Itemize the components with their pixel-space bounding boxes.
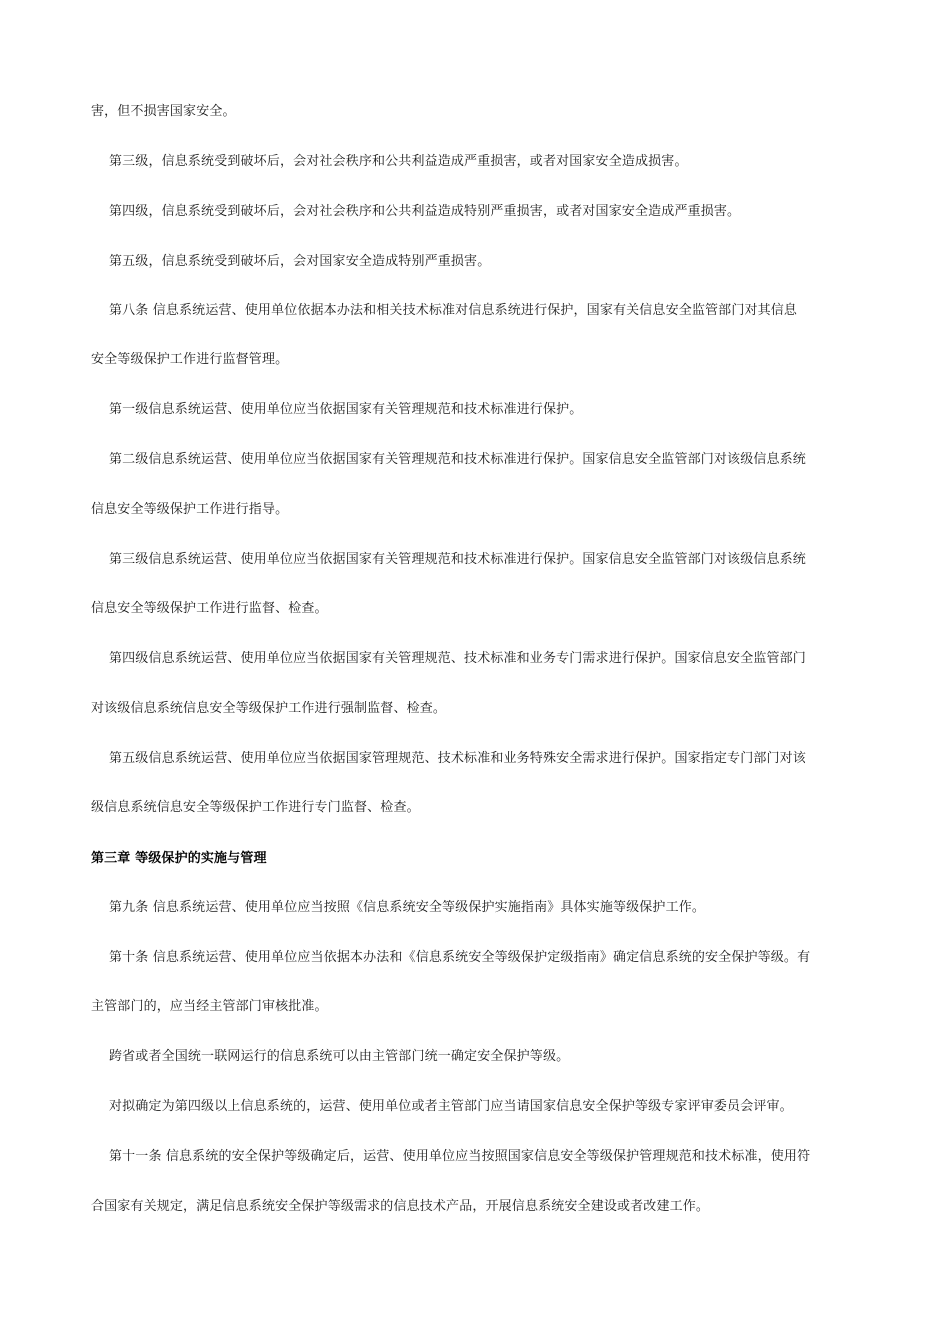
body-line: 害，但不损害国家安全。: [91, 104, 236, 119]
body-line: 对拟确定为第四级以上信息系统的，运营、使用单位或者主管部门应当请国家信息安全保护等级专家评审委员会评审。: [109, 1099, 793, 1114]
body-line: 第二级信息系统运营、使用单位应当依据国家有关管理规范和技术标准进行保护。国家信息安全监管部门对该级信息系统: [109, 452, 806, 467]
body-line: 跨省或者全国统一联网运行的信息系统可以由主管部门统一确定安全保护等级。: [109, 1049, 570, 1064]
article-10-line: 第十条 信息系统运营、使用单位应当依据本办法和《信息系统安全等级保护定级指南》确定信息系统的安全保护等级。有: [109, 950, 811, 965]
body-line: 第三级信息系统运营、使用单位应当依据国家有关管理规范和技术标准进行保护。国家信息安全监管部门对该级信息系统: [109, 552, 806, 567]
body-line: 第一级信息系统运营、使用单位应当依据国家有关管理规范和技术标准进行保护。: [109, 402, 583, 417]
body-line: 对该级信息系统信息安全等级保护工作进行强制监督、检查。: [91, 701, 447, 716]
body-line: 级信息系统信息安全等级保护工作进行专门监督、检查。: [91, 800, 420, 815]
body-line: 信息安全等级保护工作进行指导。: [91, 502, 289, 517]
body-line: 主管部门的，应当经主管部门审核批准。: [91, 999, 328, 1014]
body-line: 合国家有关规定，满足信息系统安全保护等级需求的信息技术产品，开展信息系统安全建设或者改建工作。: [91, 1199, 710, 1214]
article-11-line: 第十一条 信息系统的安全保护等级确定后，运营、使用单位应当按照国家信息安全等级保护管理规范和技术标准，使用符: [109, 1149, 811, 1164]
chapter-heading: 第三章 等级保护的实施与管理: [91, 851, 267, 866]
body-line: 第五级，信息系统受到破坏后，会对国家安全造成特别严重损害。: [109, 254, 491, 269]
article-8-line: 第八条 信息系统运营、使用单位依据本办法和相关技术标准对信息系统进行保护，国家有关信息安全监管部门对其信息: [109, 303, 798, 318]
body-line: 第五级信息系统运营、使用单位应当依据国家管理规范、技术标准和业务特殊安全需求进行保护。国家指定专门部门对该: [109, 751, 806, 766]
body-line: 第三级，信息系统受到破坏后，会对社会秩序和公共利益造成严重损害，或者对国家安全造成损害。: [109, 154, 688, 169]
article-9-line: 第九条 信息系统运营、使用单位应当按照《信息系统安全等级保护实施指南》具体实施等级保护工作。: [109, 900, 706, 915]
body-line: 信息安全等级保护工作进行监督、检查。: [91, 601, 328, 616]
body-line: 安全等级保护工作进行监督管理。: [91, 352, 289, 367]
body-line: 第四级信息系统运营、使用单位应当依据国家有关管理规范、技术标准和业务专门需求进行保护。国家信息安全监管部门: [109, 651, 806, 666]
body-line: 第四级，信息系统受到破坏后，会对社会秩序和公共利益造成特别严重损害，或者对国家安全造成严重损害。: [109, 204, 741, 219]
